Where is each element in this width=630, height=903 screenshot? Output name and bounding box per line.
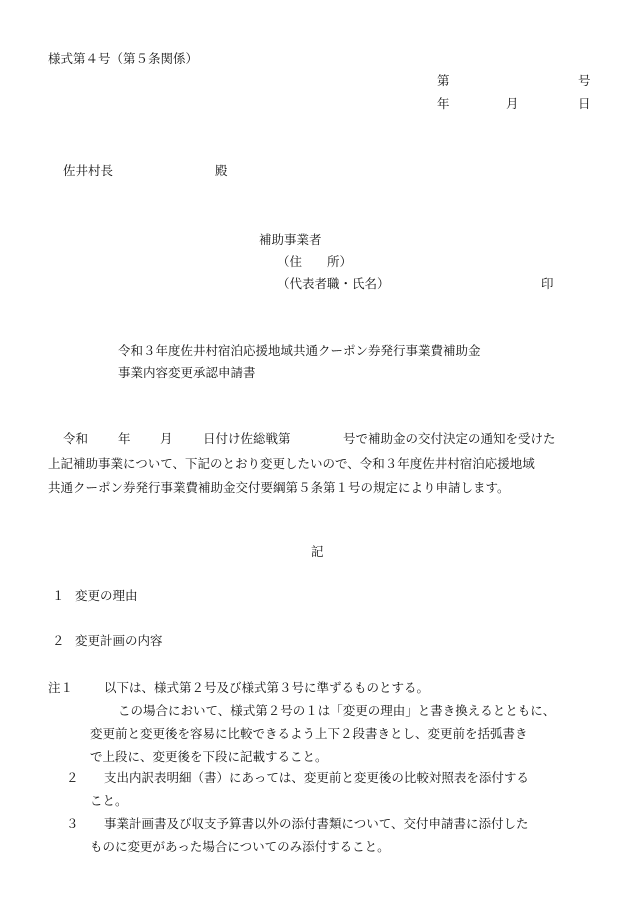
note-2-line1: 支出内訳表明細（書）にあっては、変更前と変更後の比較対照表を添付する: [104, 770, 529, 785]
applicant-address-label: （住 所）: [277, 254, 353, 269]
note-3-line2: ものに変更があった場合についてのみ添付すること。: [90, 839, 390, 854]
form-label: 様式第４号（第５条関係）: [48, 51, 199, 66]
doc-title-line2: 事業内容変更承認申請書: [118, 365, 256, 380]
addressee-name: 佐井村長: [63, 163, 114, 178]
body-month: 月: [160, 431, 173, 446]
item-1-text: 変更の理由: [75, 588, 138, 603]
note-1-line1: 以下は、様式第２号及び様式第３号に準ずるものとする。: [104, 680, 430, 695]
note-3-line1: 事業計画書及び収支予算書以外の添付書類について、交付申請書に添付した: [104, 816, 529, 831]
item-2-number: ２: [52, 633, 65, 648]
doc-number-prefix: 第: [437, 73, 450, 88]
note-2-number: ２: [66, 770, 79, 785]
note-1-line4: で上段に、変更後を下段に記載すること。: [90, 749, 328, 764]
body-line2: 上記補助事業について、下記のとおり変更したいので、令和３年度佐井村宿泊応援地域: [48, 456, 535, 471]
date-day: 日: [578, 96, 591, 111]
note-1-line2: この場合において、様式第２号の１は「変更の理由」と書き換えるとともに、: [118, 703, 556, 718]
doc-number-suffix: 号: [578, 73, 591, 88]
item-1-number: １: [52, 588, 65, 603]
note-1-line3: 変更前と変更後を容易に比較できるよう上下２段書きとし、変更前を括弧書き: [90, 726, 528, 741]
seal-mark: 印: [541, 276, 554, 291]
date-year: 年: [437, 96, 450, 111]
ki-heading: 記: [311, 544, 324, 559]
doc-title-line1: 令和３年度佐井村宿泊応援地域共通クーポン券発行事業費補助金: [118, 343, 481, 358]
note-1-label: 注１: [48, 680, 74, 695]
item-2-text: 変更計画の内容: [75, 633, 163, 648]
body-date-ref: 日付け佐総戦第: [203, 431, 291, 446]
date-month: 月: [506, 96, 519, 111]
addressee-honorific: 殿: [215, 163, 228, 178]
body-line1-tail: 号で補助金の交付決定の通知を受けた: [343, 431, 556, 446]
body-year: 年: [118, 431, 131, 446]
applicant-title: 補助事業者: [259, 232, 322, 247]
body-era: 令和: [63, 431, 89, 446]
applicant-representative-label: （代表者職・氏名）: [277, 276, 390, 291]
note-3-number: ３: [66, 816, 79, 831]
note-2-line2: こと。: [90, 793, 128, 808]
body-line3: 共通クーポン券発行事業費補助金交付要綱第５条第１号の規定により申請します。: [48, 480, 510, 495]
